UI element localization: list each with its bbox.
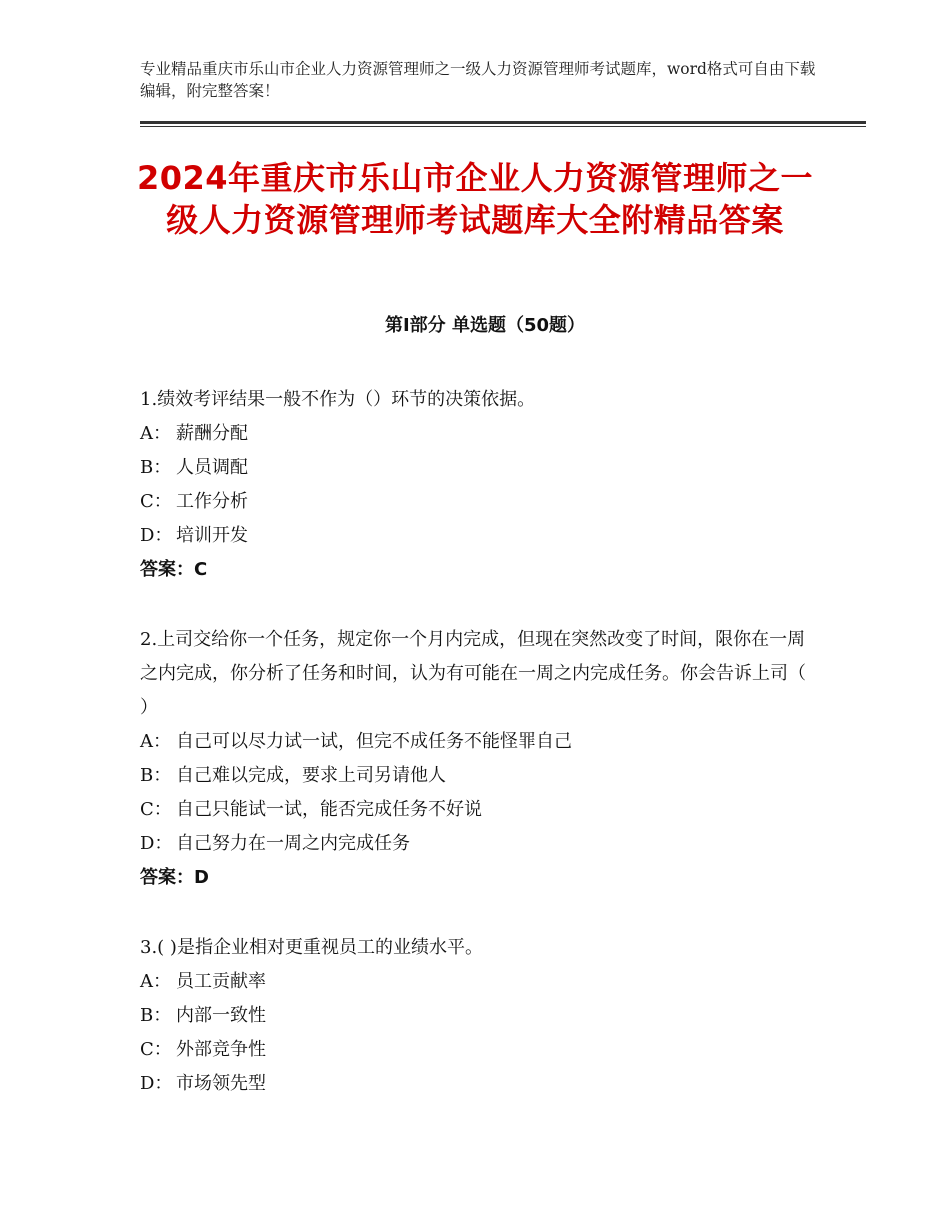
option-key: B： [140, 765, 172, 786]
option-text: 人员调配 [176, 457, 248, 478]
option-text: 自己只能试一试，能否完成任务不好说 [176, 799, 482, 820]
option-a [140, 725, 820, 759]
option-d [140, 1067, 820, 1101]
answer-line: 答案：C [140, 559, 208, 580]
header-divider-thick [140, 121, 866, 124]
header-note: 专业精品重庆市乐山市企业人力资源管理师之一级人力资源管理师考试题库，word格式可自由下载编辑，附完整答案！ [140, 60, 816, 100]
option-key: B： [140, 1005, 172, 1026]
option-key: C： [140, 491, 172, 512]
question-stem: 2.上司交给你一个任务，规定你一个月内完成，但现在突然改变了时间，限你在一周之内完成，你分析了任务和时间，认为有可能在一周之内完成任务。你会告诉上司（ ） [140, 629, 806, 718]
option-a [140, 417, 820, 451]
option-c [140, 485, 820, 519]
option-key: A： [140, 731, 171, 752]
option-text: 员工贡献率 [176, 971, 266, 992]
option-c [140, 793, 820, 827]
option-key: D： [140, 1073, 173, 1094]
question-3 [140, 931, 820, 1101]
option-key: C： [140, 799, 172, 820]
option-text: 自己难以完成，要求上司另请他人 [176, 765, 446, 786]
option-text: 薪酬分配 [176, 423, 248, 444]
option-text: 外部竞争性 [176, 1039, 266, 1060]
option-text: 内部一致性 [176, 1005, 266, 1026]
question-stem: 1.绩效考评结果一般不作为（）环节的决策依据。 [140, 389, 536, 410]
option-key: A： [140, 971, 171, 992]
option-text: 自己努力在一周之内完成任务 [176, 833, 410, 854]
header-divider-thin [140, 126, 866, 127]
option-key: B： [140, 457, 172, 478]
option-b [140, 999, 820, 1033]
option-d [140, 827, 820, 861]
option-b [140, 451, 820, 485]
option-key: C： [140, 1039, 172, 1060]
section-title: 第Ⅰ部分 单选题（50题） [384, 315, 585, 336]
option-text: 自己可以尽力试一试，但完不成任务不能怪罪自己 [176, 731, 572, 752]
option-d [140, 519, 820, 553]
option-text: 工作分析 [176, 491, 248, 512]
option-key: D： [140, 833, 173, 854]
document-title: 2024年重庆市乐山市企业人力资源管理师之一级人力资源管理师考试题库大全附精品答案 [136, 159, 814, 239]
question-1 [140, 383, 820, 587]
option-b [140, 759, 820, 793]
option-key: D： [140, 525, 173, 546]
question-stem: 3.( )是指企业相对更重视员工的业绩水平。 [140, 937, 483, 958]
answer-line: 答案：D [140, 867, 209, 888]
question-list [140, 383, 820, 1137]
option-key: A： [140, 423, 171, 444]
question-2 [140, 623, 820, 895]
option-c [140, 1033, 820, 1067]
option-text: 市场领先型 [176, 1073, 266, 1094]
option-text: 培训开发 [176, 525, 248, 546]
option-a [140, 965, 820, 999]
